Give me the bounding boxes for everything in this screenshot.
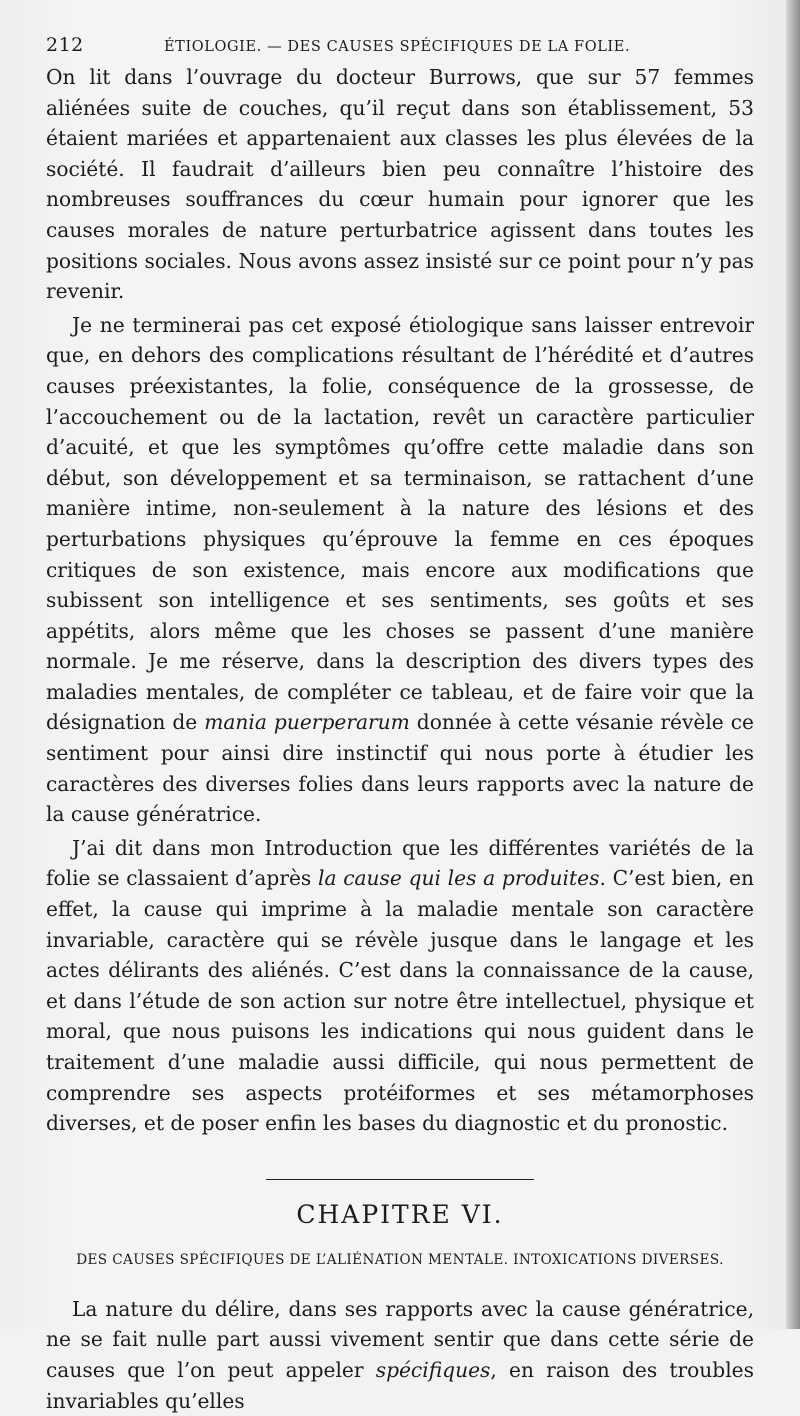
section-divider [266,1179,534,1180]
paragraph-2-italic: mania puerperarum [204,710,410,735]
chapter-subtitle: DES CAUSES SPÉCIFIQUES DE L’ALIÉNATION MENTALE. INTOXICATIONS DIVERSES. [76,1251,724,1268]
paragraph-3-text-b: . C’est bien, en effet, la cause qui imprime à la maladie mentale son caractère invariable, caractère qui se révèle jusque dans le langage et les actes délirants des aliénés. C’est dans la connaissance de la cause, et dans l’étude de son action sur notre être intellectuel, physique et moral, que nous puisons les indications qui nous guident dans le traitement d’une maladie aussi difficile, qui nous permettent de comprendre ses aspects protéiformes et ses métamorphoses diverses, et de poser enfin les bases du diagnostic et du pronostic. [46,866,754,1136]
paragraph-1 [46,62,754,307]
paragraph-3-italic: la cause qui les a produites [318,866,600,891]
paragraph-3-text-a: J’ai dit dans mon Introduction que les différentes variétés de la folie se classaient d’après [46,835,754,891]
chapter-paragraph-1-text-b: , en raison des troubles invariables qu’elles [46,1357,754,1413]
chapter-title: CHAPITRE VI. [296,1199,504,1229]
chapter-paragraph-1-text-a: La nature du délire, dans ses rapports avec la cause génératrice, ne se fait nulle part aussi vivement sentir que dans cette série de causes que l’on peut appeler [46,1296,754,1382]
running-title: ÉTIOLOGIE. — DES CAUSES SPÉCIFIQUES DE LA FOLIE. [164,39,631,55]
paragraph-2-text-a: Je ne terminerai pas cet exposé étiologique sans laisser entrevoir que, en dehors des complications résultant de l’hérédité et d’autres causes préexistantes, la folie, conséquence de la grossesse, de l’accouchement ou de la lactation, revêt un caractère particulier d’acuité, et que les symptômes qu’offre cette maladie dans son début, son développement et sa terminaison, se rattachent d’une manière intime, non-seulement à la nature des lésions et des perturbations physiques qu’éprouve la femme en ces époques critiques de son existence, mais encore aux modifications que subissent son intelligence et ses sentiments, ses goûts et ses appétits, alors même que les choses se passent d’une manière normale. Je me réserve, dans la description des divers types des maladies mentales, de compléter ce tableau, et de faire voir que la désignation de [46,312,754,735]
page-edge-shadow [786,0,800,1329]
paragraph-1-text: On lit dans l’ouvrage du docteur Burrows, que sur 57 femmes aliénées suite de couches, qu’il reçut dans son établissement, 53 étaient mariées et appartenaient aux classes les plus élevées de la société. Il faudrait d’ailleurs bien peu connaître l’histoire des nombreuses souffrances du cœur humain pour ignorer que les causes morales de nature perturbatrice agissent dans toutes les positions sociales. Nous avons assez insisté sur ce point pour n’y pas revenir. [46,65,754,304]
chapter-paragraph-1-italic: spécifiques [375,1357,491,1382]
page-number: 212 [46,34,84,56]
paragraph-2-text-b: donnée à cette vésanie révèle ce sentiment pour ainsi dire instinctif qui nous porte à étudier les caractères des diverses folies dans leurs rapports avec la nature de la cause génératrice. [46,710,754,827]
paragraph-3 [46,833,754,1139]
chapter-paragraph-1 [46,1294,754,1416]
paragraph-2 [46,310,754,830]
running-head [46,34,754,60]
